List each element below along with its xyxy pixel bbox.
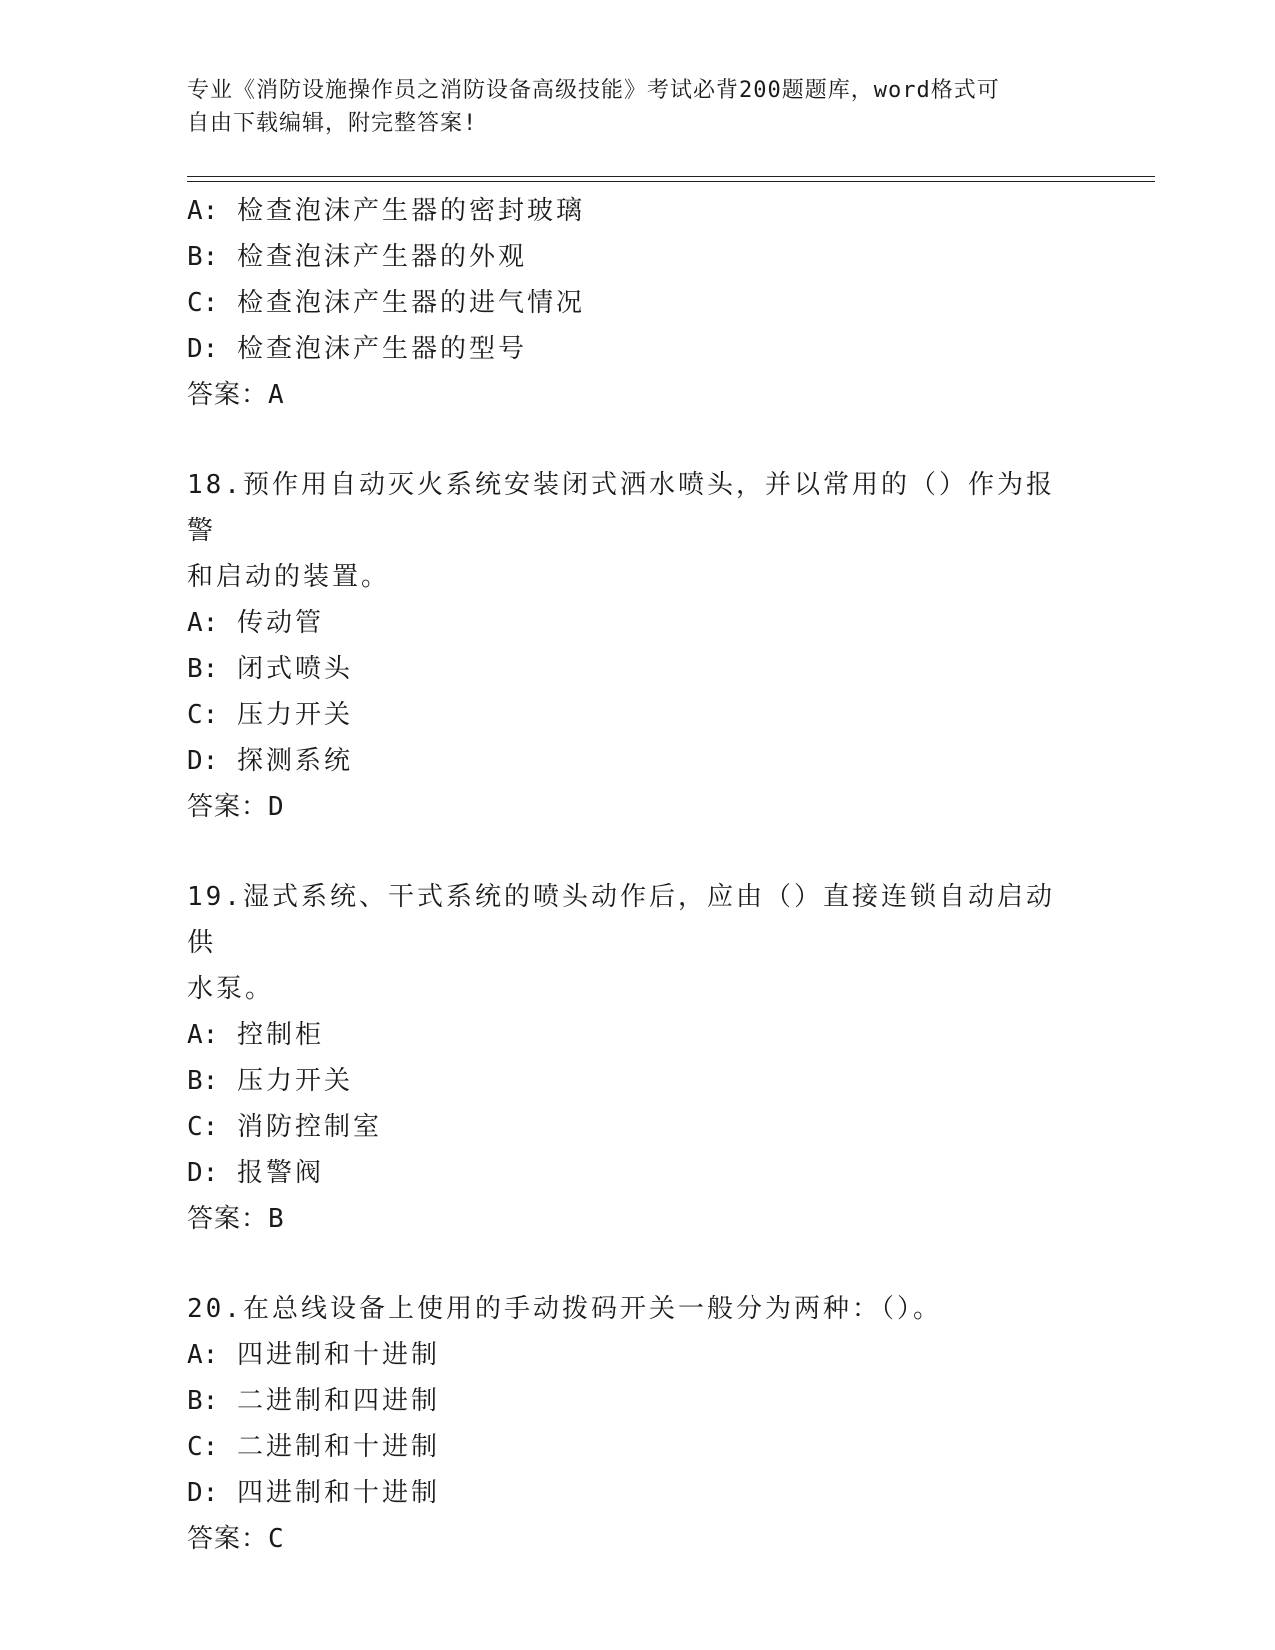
answer: 答案：D xyxy=(187,792,285,822)
answer: 答案：C xyxy=(187,1524,285,1554)
option-d: D: 检查泡沫产生器的型号 xyxy=(187,334,527,364)
header-line-1: 专业《消防设施操作员之消防设备高级技能》考试必背200题题库，word格式可 xyxy=(187,78,1000,103)
option-c: C: 二进制和十进制 xyxy=(187,1432,440,1462)
option-a: A: 传动管 xyxy=(187,608,324,638)
option-a: A: 四进制和十进制 xyxy=(187,1340,440,1370)
stem-line-2: 和启动的装置。 xyxy=(187,562,391,592)
option-c: C: 检查泡沫产生器的进气情况 xyxy=(187,288,585,318)
option-a: A: 控制柜 xyxy=(187,1020,324,1050)
option-c: C: 消防控制室 xyxy=(187,1112,382,1142)
question-list xyxy=(187,188,1087,1562)
option-b: B: 闭式喷头 xyxy=(187,654,353,684)
header-divider-bottom xyxy=(187,181,1155,182)
stem-line-2: 水泵。 xyxy=(187,974,275,1004)
question-stem xyxy=(187,874,1067,1012)
answer: 答案：A xyxy=(187,380,285,410)
stem-line-1: 18.预作用自动灭火系统安装闭式洒水喷头，并以常用的（）作为报警 xyxy=(187,470,1055,546)
option-c: C: 压力开关 xyxy=(187,700,353,730)
question-18 xyxy=(187,462,1087,830)
option-d: D: 四进制和十进制 xyxy=(187,1478,440,1508)
option-b: B: 二进制和四进制 xyxy=(187,1386,440,1416)
header-divider-top xyxy=(187,176,1155,177)
header-line-2: 自由下载编辑，附完整答案! xyxy=(187,111,478,136)
question-17 xyxy=(187,188,1087,418)
option-b: B: 检查泡沫产生器的外观 xyxy=(187,242,527,272)
question-20 xyxy=(187,1286,1087,1562)
option-b: B: 压力开关 xyxy=(187,1066,353,1096)
option-d: D: 报警阀 xyxy=(187,1158,324,1188)
option-d: D: 探测系统 xyxy=(187,746,353,776)
option-a: A: 检查泡沫产生器的密封玻璃 xyxy=(187,196,585,226)
question-stem xyxy=(187,1286,1067,1332)
answer: 答案：B xyxy=(187,1204,285,1234)
stem-line-1: 19.湿式系统、干式系统的喷头动作后，应由（）直接连锁自动启动供 xyxy=(187,882,1055,958)
question-stem xyxy=(187,462,1067,600)
question-19 xyxy=(187,874,1087,1242)
stem-line-1: 20.在总线设备上使用的手动拨码开关一般分为两种：（）。 xyxy=(187,1294,942,1324)
document-header xyxy=(187,74,1077,140)
